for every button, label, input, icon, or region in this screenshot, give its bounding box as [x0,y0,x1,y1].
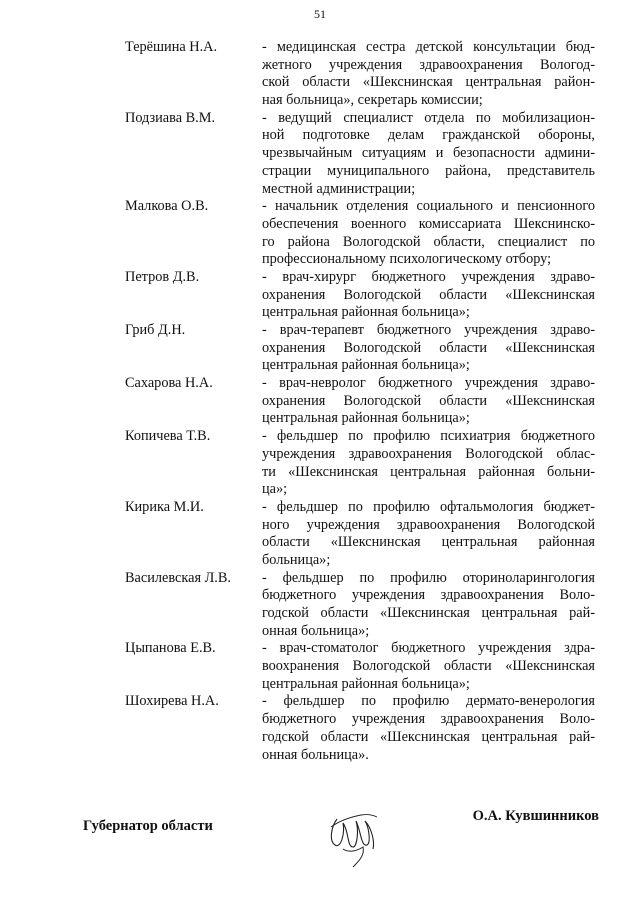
member-role-line: охранения Вологодской области «Шекснинская [262,392,595,409]
member-role-line: - врач-стоматолог бюджетного учреждения здра- [262,640,595,657]
member-entry [125,499,595,570]
member-name: Шохирева Н.А. [125,693,219,710]
signature-block [83,805,599,875]
handwritten-signature [323,797,383,869]
member-role-line: - фельдшер по профилю оториноларингология [262,569,595,586]
member-role-line: - врач-невролог бюджетного учреждения здраво- [262,375,595,392]
member-entry [125,693,595,764]
member-entry [125,198,595,269]
member-role-line: центральная районная больница»; [262,675,470,692]
member-role-line: ного учреждения здравоохранения Вологодской [262,516,595,533]
member-name: Подзиава В.М. [125,109,216,126]
member-role-line: - врач-хирург бюджетного учреждения здраво- [262,268,595,285]
member-role-line: - фельдшер по профилю психиатрия бюджетного [262,428,595,445]
member-role-line: - врач-терапевт бюджетного учреждения здраво- [262,322,595,338]
member-role-line: ца»; [262,481,288,498]
member-name: Сахарова Н.А. [125,375,213,392]
member-role-line: ти «Шекснинская центральная районная больни- [262,463,595,480]
signatory-title: Губернатор области [83,818,213,834]
member-name: Малкова О.В. [125,198,209,215]
member-role-line: местной администрации; [262,180,416,197]
member-role [262,39,595,110]
member-role [262,640,595,693]
member-role [262,428,595,499]
member-entry [125,322,595,375]
member-role-line: ской области «Шекснинская центральная район- [262,74,595,91]
member-role-line: го района Вологодской области, специалист по [262,233,595,250]
member-role-line: бюджетного учреждения здравоохранения Воло- [262,711,595,728]
member-entry [125,375,595,428]
commission-member-list [125,39,595,764]
member-role-line: воохранения Вологодской области «Шекснинская [262,658,595,675]
member-role-line: учреждения здравоохранения Вологодской облас- [262,445,595,462]
member-role-line: обеспечения военного комиссариата Шекснинско- [262,215,595,232]
member-entry [125,428,595,499]
member-role-line: жетного учреждения здравоохранения Вологод- [262,56,595,73]
member-role-line: профессиональному психологическому отбору; [262,251,552,268]
member-role-line: центральная районная больница»; [262,304,470,321]
member-role [262,322,595,375]
member-role-line: онная больница». [262,746,369,763]
member-entry [125,39,595,110]
member-role [262,375,595,428]
member-role-line: охранения Вологодской области «Шекснинская [262,339,595,356]
member-role-line: больница»; [262,551,331,568]
signatory-name: О.А. Кувшинников [472,808,599,824]
member-name: Кирика М.И. [125,498,204,515]
page-number: 51 [314,7,326,21]
member-role [262,693,595,764]
member-role-line: страции муниципального района, представитель [262,162,595,179]
member-role [262,110,595,198]
member-role-line: чрезвычайным ситуациям и безопасности админи- [262,145,595,162]
member-role-line: центральная районная больница»; [262,357,470,374]
member-role-line: - фельдшер по профилю офтальмология бюджет- [262,498,595,515]
member-role-line: центральная районная больница»; [262,410,470,427]
member-role [262,198,595,269]
member-role-line: онная больница»; [262,622,370,639]
member-role-line: годской области «Шекснинская центральная рай- [262,605,595,621]
member-entry [125,269,595,322]
member-entry [125,570,595,641]
member-name: Гриб Д.Н. [125,322,186,338]
member-name: Петров Д.В. [125,268,200,285]
member-name: Василевская Л.В. [125,569,231,586]
member-role-line: ная больница», секретарь комиссии; [262,92,483,109]
member-role-line: - фельдшер по профилю дермато-венерология [262,693,595,710]
member-role-line: годской области «Шекснинская центральная рай- [262,728,595,745]
member-role-line: охранения Вологодской области «Шекснинская [262,286,595,303]
member-role [262,570,595,641]
member-role-line: бюджетного учреждения здравоохранения Воло- [262,587,595,604]
member-name: Цыпанова Е.В. [125,640,216,657]
member-role-line: области «Шекснинская центральная районная [262,534,595,551]
member-role-line: ной подготовке делам гражданской обороны, [262,127,595,144]
member-name: Копичева Т.В. [125,428,211,445]
member-role [262,269,595,322]
member-entry [125,110,595,198]
member-role-line: - начальник отделения социального и пенсионного [262,198,595,215]
member-role-line: - ведущий специалист отдела по мобилизацион- [262,109,595,126]
member-entry [125,640,595,693]
member-role [262,499,595,570]
member-name: Терёшина Н.А. [125,39,218,55]
member-role-line: - медицинская сестра детской консультации бюд- [262,39,595,55]
